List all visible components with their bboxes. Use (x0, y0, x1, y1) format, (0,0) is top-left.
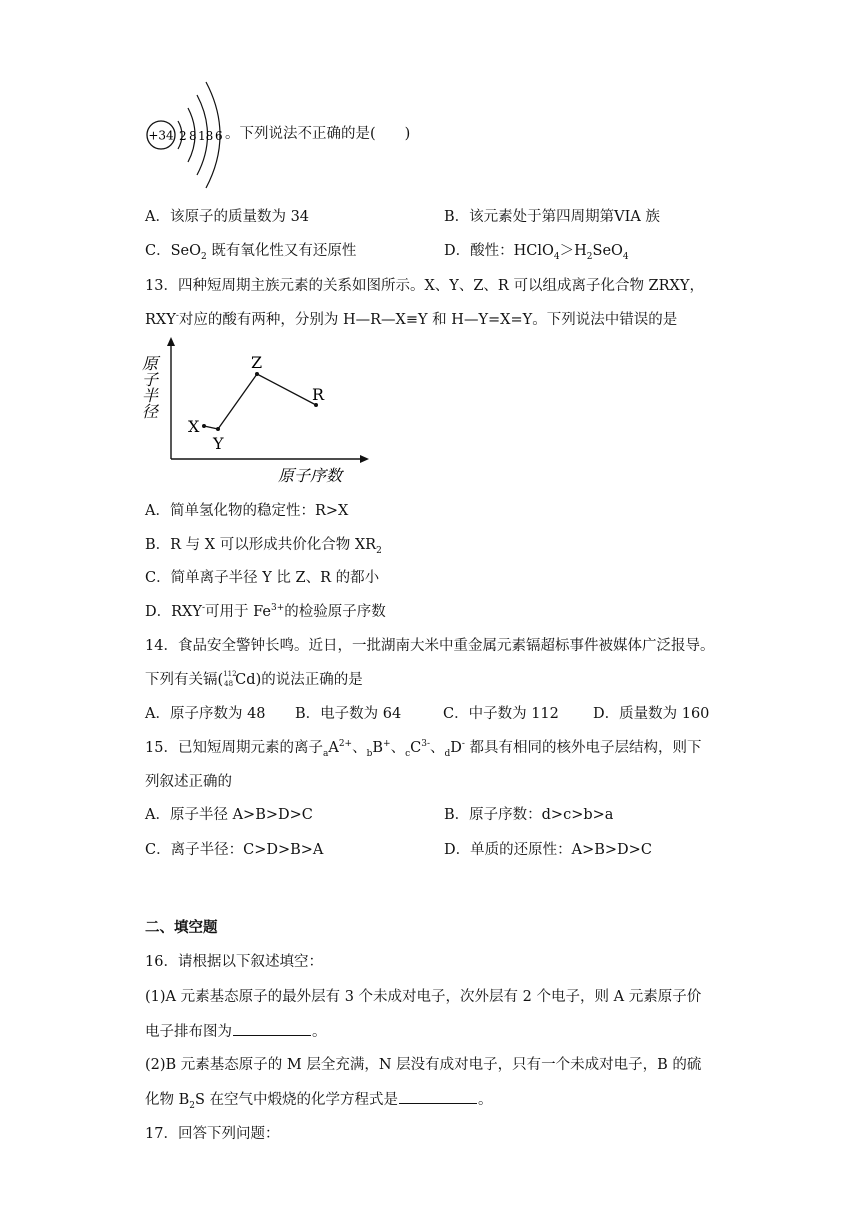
shell-count-3: 18 (198, 129, 214, 143)
answer-blank-1[interactable] (233, 1021, 311, 1036)
point-z (255, 372, 259, 376)
nuclide-notation: 112 48 (223, 670, 237, 688)
x-axis-arrow (360, 455, 369, 463)
point-y (216, 427, 220, 431)
q16-part2-line1: (2)B 元素基态原子的 M 层全充满，N 层没有成对电子，只有一个未成对电子，B 的硫 (145, 1057, 702, 1073)
shell-count-1: 2 (179, 129, 187, 143)
y-axis-arrow (167, 337, 175, 346)
q15-stem-line2: 列叙述正确的 (145, 774, 232, 790)
q13-option-d: D．RXY-可用于 $Fe^{3+}$的检验原子序数 (145, 603, 386, 620)
point-label-r: R (312, 385, 325, 404)
q12-option-c: C．SeO$_2$ 既有氧化性又有还原性 (145, 243, 357, 262)
q13-option-a: A．简单氢化物的稳定性：R>X (145, 503, 349, 519)
q14-option-a: A．原子序数为 48 (145, 706, 266, 722)
q13-radius-chart (140, 335, 375, 490)
q15-stem-line1: 15．已知短周期元素的离子$_aA^{2+}$、$_b$B+、$_cC^{3-}$、$_d$D- 都具有相同的核外电子层结构，则下 (145, 739, 702, 759)
q13-stem-line1: 13．四种短周期主族元素的关系如图所示。X、Y、Z、R 可以组成离子化合物 ZRXY， (145, 278, 704, 294)
q13-stem-line2: RXY-对应的酸有两种，分别为 H—R—X≡Y 和 H—Y=X=Y。下列说法中错误的是 (145, 311, 678, 328)
x-axis-label: 原子序数 (278, 466, 343, 485)
q14-option-c: C．中子数为 112 (443, 706, 559, 722)
shell-count-4: 6 (215, 129, 223, 143)
shell-count-2: 8 (189, 129, 197, 143)
nucleus-label: +34 (148, 128, 174, 143)
point-x (202, 424, 206, 428)
q12-option-b: B．该元素处于第四周期第VIA 族 (444, 209, 660, 225)
point-label-z: Z (251, 353, 263, 372)
q16-part1-line2: 电子排布图为 。 (145, 1021, 327, 1042)
q13-option-b: B．R 与 X 可以形成共价化合物 $XR_2$ (145, 537, 382, 556)
y-axis-label: 原子半径 (140, 355, 159, 419)
answer-blank-2[interactable] (399, 1089, 477, 1104)
section-heading-fill-in: 二、填空题 (145, 919, 218, 936)
q14-stem-line2: 下列有关镉( 112 48 Cd)的说法正确的是 (145, 670, 363, 688)
q16-title: 16．请根据以下叙述填空： (145, 954, 323, 970)
q12-option-a: A．该原子的质量数为 34 (145, 209, 310, 225)
q13-option-c: C．简单离子半径 Y 比 Z、R 的都小 (145, 570, 380, 586)
q14-stem-line1: 14．食品安全警钟长鸣。近日，一批湖南大米中重金属元素镉超标事件被媒体广泛报导。 (145, 638, 715, 654)
point-label-y: Y (213, 434, 224, 453)
series-line (204, 374, 316, 429)
point-label-x: X (188, 417, 200, 436)
q15-option-b: B．原子序数：d>c>b>a (444, 807, 614, 823)
q15-option-c: C．离子半径：C>D>B>A (145, 842, 324, 858)
q17-title: 17．回答下列问题： (145, 1126, 280, 1142)
q16-part1-line1: (1)A 元素基态原子的最外层有 3 个未成对电子，次外层有 2 个电子，则 A 元素原子价 (145, 989, 702, 1005)
q15-option-a: A．原子半径 A>B>D>C (145, 807, 313, 823)
q14-option-b: B．电子数为 64 (295, 706, 402, 722)
q12-option-d: D．酸性：$HClO_4>H_2SeO_4$ (444, 243, 629, 262)
q15-option-d: D．单质的还原性：A>B>D>C (444, 842, 652, 858)
q16-part2-line2: 化物 $B_2S$ 在空气中煅烧的化学方程式是 。 (145, 1089, 493, 1110)
q14-option-d: D．质量数为 160 (593, 706, 710, 722)
q12-stem: 。下列说法不正确的是( ) (225, 126, 411, 142)
